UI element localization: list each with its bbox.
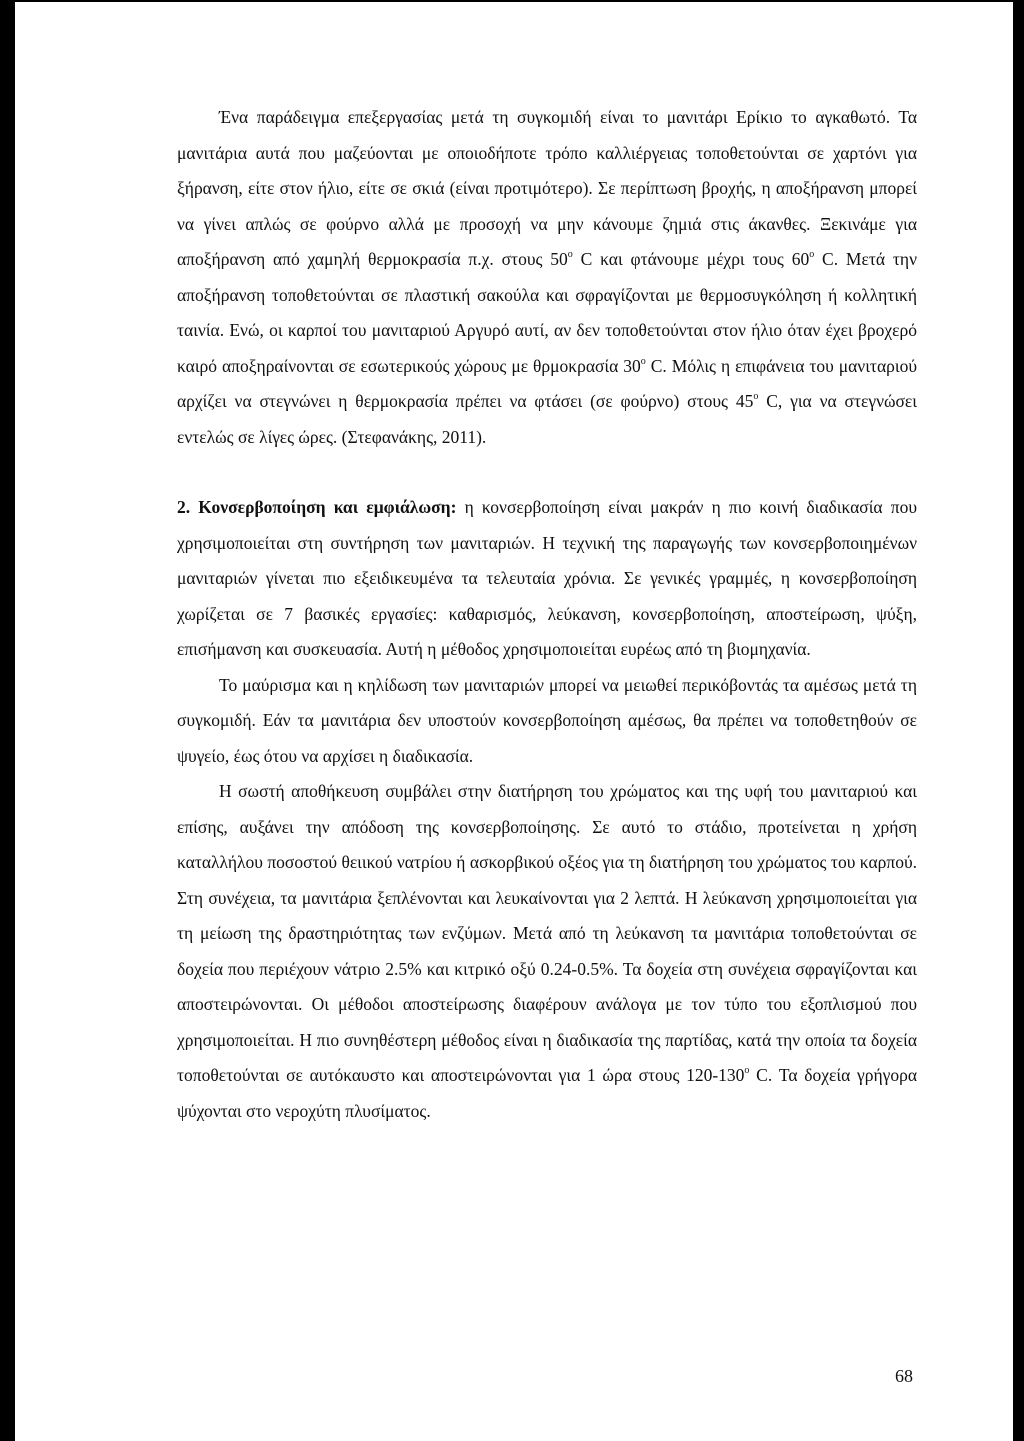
paragraph-canning [177,490,917,668]
paragraph-text: C. Μόλις η επιφάνεια του μανιταριού αρχίζει να στεγνώνει η θερμοκρασία πρέπει να φτάσει (σε φούρνο) στους 45 [177,355,917,411]
paragraph-storage [177,774,917,1129]
paragraph-text: Το μαύρισμα και η κηλίδωση των μανιταριών μπορεί να μειωθεί περικόβοντάς τα αμέσως μετά τη συγκομιδή. Εάν τα μανιτάρια δεν υποστούν κονσερβοποίηση αμέσως, θα πρέπει να τοποθετηθούν σε ψυγείο, έως ότου να αρχίσει η διαδικασία. [177,674,917,766]
degree-sup: ο [567,249,573,260]
degree-sup: ο [809,249,815,260]
document-page [15,2,1013,1441]
paragraph-text: η κονσερβοποίηση είναι μακράν η πιο κοινή διαδικασία που χρησιμοποιείται στη συντήρηση των μανιταριών. Η τεχνική της παραγωγής των κονσερβοποιημένων μανιταριών γίνεται πιο εξειδικευμένα τα τελευταία χρόνια. Σε γενικές γραμμές, η κονσερβοποίηση χωρίζεται σε 7 βασικές εργασίες: καθαρισμός, λεύκανση, κονσερβοποίηση, αποστείρωση, ψύξη, επισήμανση και συσκευασία. Αυτή η μέθοδος χρησιμοποιείται ευρέως από τη βιομηχανία. [177,497,917,659]
degree-sup: ο [753,391,759,402]
body-text [177,100,917,1129]
paragraph-text: C. Τα δοχεία γρήγορα ψύχονται στο νεροχύτη πλυσίματος. [177,1065,917,1121]
paragraph-text: Η σωστή αποθήκευση συμβάλει στην διατήρηση του χρώματος και της υφή του μανιταριού και επίσης, αυξάνει την απόδοση της κονσερβοποίησης. Σε αυτό το στάδιο, προτείνεται η χρήση καταλλήλου ποσοστού θειικού νατρίου ή ασκορβικού οξέος για τη διατήρηση του χρώματος του καρπού. Στη συνέχεια, τα μανιτάρια ξεπλένονται και λευκαίνονται για 2 λεπτά. Η λεύκανση χρησιμοποιείται για τη μείωση της δραστηριότητας των ενζύμων. Μετά από τη λεύκανση τα μανιτάρια τοποθετούνται σε δοχεία που περιέχουν νάτριο 2.5% και κιτρικό οξύ 0.24-0.5%. Τα δοχεία στη συνέχεια σφραγίζονται και αποστειρώνονται. Οι μέθοδοι αποστείρωσης διαφέρουν ανάλογα με τον τύπο του εξοπλισμού που χρησιμοποιείται. Η πιο συνηθέστερη μέθοδος είναι η διαδικασία της παρτίδας, κατά την οποία τα δοχεία τοποθετούνται σε αυτόκαυστο και αποστειρώνονται για 1 ώρα στους 120-130 [177,781,917,1085]
degree-sup: ο [744,1065,750,1076]
page-number: 68 [895,1366,913,1386]
paragraph-browning [177,668,917,775]
paragraph-text: C. Μετά την αποξήρανση τοποθετούνται σε πλαστική σακούλα και σφραγίζονται με θερμοσυγκόληση ή κολλητική ταινία. Ενώ, οι καρποί του μανιταριού Αργυρό αυτί, αν δεν τοποθετούνται στον ήλιο όταν έχει βροχερό καιρό αποξηραίνονται σε εσωτερικούς χώρους με θρμοκρασία 30 [177,249,917,376]
paragraph-text: C, για να στεγνώσει εντελώς σε λίγες ώρες. (Στεφανάκης, 2011). [177,391,917,447]
section-heading: 2. Κονσερβοποίηση και εμφιάλωση: [177,497,457,517]
paragraph-text: Ένα παράδειγμα επεξεργασίας μετά τη συγκομιδή είναι το μανιτάρι Ερίκιο το αγκαθωτό. Τα μανιτάρια αυτά που μαζεύονται με οποιοδήποτε τρόπο καλλιέργειας τοποθετούνται σε χαρτόνι για ξήρανση, είτε στον ήλιο, είτε σε σκιά (είναι προτιμότερο). Σε περίπτωση βροχής, η αποξήρανση μπορεί να γίνει απλώς σε φούρνο αλλά με προσοχή να μην κάνουμε ζημιά στις άκανθες. Ξεκινάμε για αποξήρανση από χαμηλή θερμοκρασία π.χ. στους 50 [177,107,917,269]
paragraph-drying-example [177,100,917,455]
degree-sup: ο [640,355,646,367]
paragraph-text: C και φτάνουμε μέχρι τους 60 [572,249,810,269]
